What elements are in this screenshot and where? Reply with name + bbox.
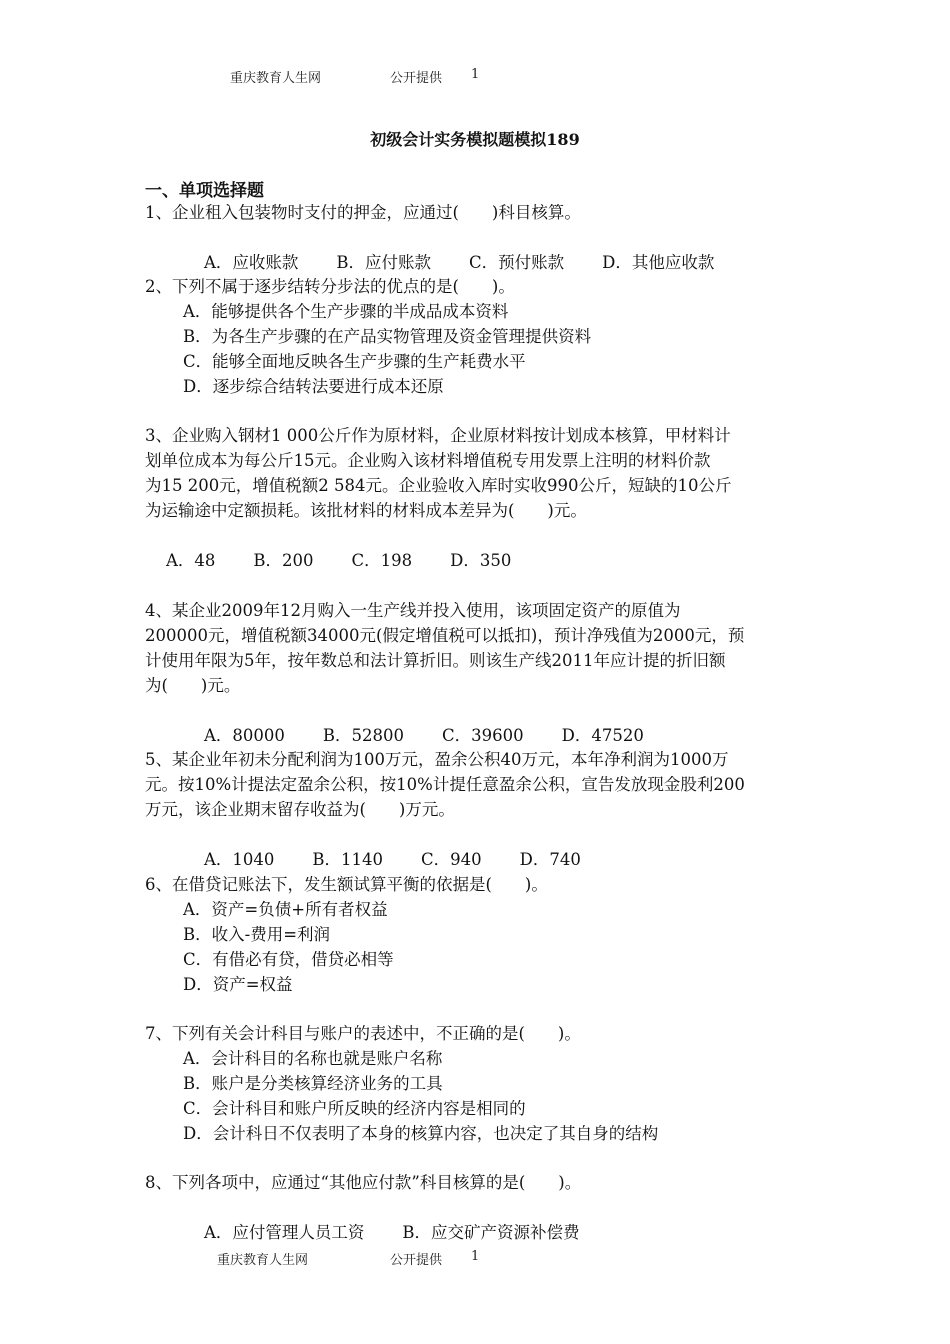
option-c: C．198 xyxy=(351,551,413,570)
option-c: C．39600 xyxy=(442,726,524,745)
header-provider: 公开提供 xyxy=(390,71,443,86)
option-d: D．350 xyxy=(450,551,512,570)
option-a: A．应付管理人员工资 xyxy=(203,1223,365,1242)
question-stem-line: 元。按10%计提法定盈余公积，按10%计提任意盈余公积，宣告发放现金股利200 xyxy=(145,775,745,794)
option-c: C．有借必有贷，借贷必相等 xyxy=(183,950,394,969)
option-d: D．逐步综合结转法要进行成本还原 xyxy=(183,377,444,396)
option-b: B．52800 xyxy=(322,726,405,745)
option-d: D．会计科日不仅表明了本身的核算内容，也决定了其自身的结构 xyxy=(183,1124,659,1143)
option-a: A．应收账款 xyxy=(203,253,299,272)
option-a: A．48 xyxy=(165,551,216,570)
option-b: B．应付账款 xyxy=(336,253,432,272)
option-d: D．资产=权益 xyxy=(183,975,293,994)
footer-page-number: 1 xyxy=(471,1249,480,1264)
question-stem-line: 万元，该企业期末留存收益为( )万元。 xyxy=(145,800,455,819)
question-stem-line: 划单位成本为每公斤15元。企业购入该材料增值税专用发票上注明的材料价款 xyxy=(145,451,711,470)
option-b: B．应交矿产资源补偿费 xyxy=(402,1223,580,1242)
option-b: B．为各生产步骤的在产品实物管理及资金管理提供资料 xyxy=(183,327,592,346)
question-3 xyxy=(145,423,813,598)
option-a: A．能够提供各个生产步骤的半成品成本资料 xyxy=(183,302,509,321)
options-row xyxy=(145,523,813,598)
footer-provider: 公开提供 xyxy=(390,1253,443,1268)
option-a: A．1040 xyxy=(203,850,275,869)
question-6 xyxy=(145,872,813,997)
option-a: A．会计科目的名称也就是账户名称 xyxy=(183,1049,443,1068)
header-page-number: 1 xyxy=(471,67,480,82)
question-stem: 7、下列有关会计科目与账户的表述中，不正确的是( )。 xyxy=(145,1024,581,1043)
option-a: A．80000 xyxy=(203,726,285,745)
question-stem-line: 200000元，增值税额34000元(假定增值税可以抵扣)，预计净残值为2000元，预 xyxy=(145,626,745,645)
question-stem-line: 为15 200元，增值税额2 584元。企业验收入库时实收990公斤，短缺的10公斤 xyxy=(145,476,732,495)
option-b: B．收入-费用=利润 xyxy=(183,925,331,944)
document-title: 初级会计实务模拟题模拟189 xyxy=(370,130,580,149)
header-site: 重庆教育人生网 xyxy=(230,71,322,86)
option-c: C．会计科目和账户所反映的经济内容是相同的 xyxy=(183,1099,526,1118)
question-stem-line: 为( )元。 xyxy=(145,676,241,695)
option-d: D．47520 xyxy=(561,726,644,745)
question-7 xyxy=(145,1021,813,1146)
question-stem: 1、企业租入包装物时支付的押金，应通过( )科目核算。 xyxy=(145,203,581,222)
option-d: D．740 xyxy=(519,850,581,869)
option-a: A．资产=负债+所有者权益 xyxy=(183,900,388,919)
question-stem-line: 3、企业购入钢材1 000公斤作为原材料，企业原材料按计划成本核算，甲材料计 xyxy=(145,426,731,445)
option-b: B．200 xyxy=(253,551,314,570)
question-stem-line: 为运输途中定额损耗。该批材料的材料成本差异为( )元。 xyxy=(145,501,587,520)
section-title: 一、单项选择题 xyxy=(145,181,264,201)
question-stem-line: 4、某企业2009年12月购入一生产线并投入使用，该项固定资产的原值为 xyxy=(145,601,681,620)
question-2 xyxy=(145,274,813,399)
option-c: C．能够全面地反映各生产步骤的生产耗费水平 xyxy=(183,352,526,371)
footer-site: 重庆教育人生网 xyxy=(217,1253,309,1268)
option-d: D．其他应收款 xyxy=(602,253,715,272)
option-c: C．预付账款 xyxy=(469,253,565,272)
option-c: C．940 xyxy=(421,850,482,869)
question-stem-line: 5、某企业年初未分配利润为100万元，盈余公积40万元，本年净利润为1000万 xyxy=(145,750,729,769)
question-stem: 8、下列各项中，应通过“其他应付款”科目核算的是( )。 xyxy=(145,1173,582,1192)
option-b: B．1140 xyxy=(312,850,384,869)
option-b: B．账户是分类核算经济业务的工具 xyxy=(183,1074,443,1093)
question-stem: 2、下列不属于逐步结转分步法的优点的是( )。 xyxy=(145,277,515,296)
question-stem-line: 计使用年限为5年，按年数总和法计算折旧。则该生产线2011年应计提的折旧额 xyxy=(145,651,726,670)
question-stem: 6、在借贷记账法下，发生额试算平衡的依据是( )。 xyxy=(145,875,548,894)
